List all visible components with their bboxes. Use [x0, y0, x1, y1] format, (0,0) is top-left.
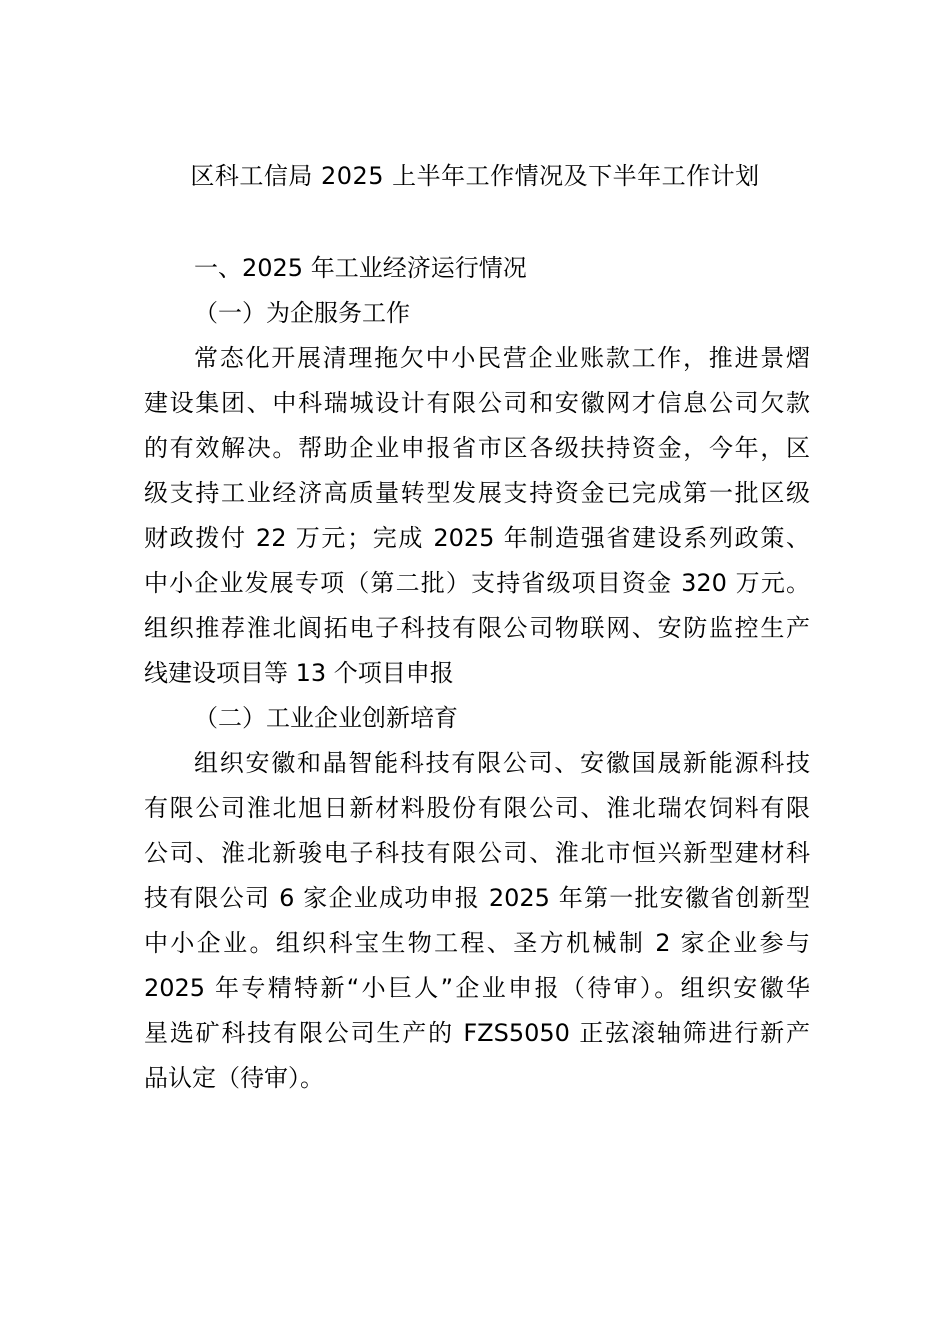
paragraph-line: 公司、淮北新骏电子科技有限公司、淮北市恒兴新型建材科: [144, 839, 810, 867]
subsection-heading-innovation: （二）工业企业创新培育: [194, 704, 458, 732]
section-heading: 一、2025 年工业经济运行情况: [194, 254, 527, 282]
paragraph-line: 线建设项目等 13 个项目申报: [144, 659, 454, 687]
paragraph-line: 品认定（待审）。: [144, 1064, 324, 1092]
document-title: 区科工信局 2025 上半年工作情况及下半年工作计划: [190, 162, 760, 190]
subsection-heading-service: （一）为企服务工作: [194, 299, 410, 327]
paragraph-enterprise-service: [144, 336, 810, 696]
paragraph-line: 有限公司淮北旭日新材料股份有限公司、淮北瑞农饲料有限: [144, 794, 810, 822]
document-body: [144, 246, 810, 1101]
paragraph-line: 组织安徽和晶智能科技有限公司、安徽国晟新能源科技: [194, 749, 810, 777]
paragraph-line: 中小企业。组织科宝生物工程、圣方机械制 2 家企业参与: [144, 929, 810, 957]
paragraph-line: 财政拨付 22 万元；完成 2025 年制造强省建设系列政策、: [144, 524, 810, 552]
paragraph-line: 星选矿科技有限公司生产的 FZS5050 正弦滚轴筛进行新产: [144, 1019, 810, 1047]
paragraph-line: 建设集团、中科瑞城设计有限公司和安徽网才信息公司欠款: [144, 389, 810, 417]
paragraph-line: 的有效解决。帮助企业申报省市区各级扶持资金，今年，区: [144, 434, 810, 462]
paragraph-line: 2025 年专精特新“小巨人”企业申报（待审）。组织安徽华: [144, 974, 810, 1002]
paragraph-line: 组织推荐淮北阆拓电子科技有限公司物联网、安防监控生产: [144, 614, 810, 642]
paragraph-line: 中小企业发展专项（第二批）支持省级项目资金 320 万元。: [144, 569, 810, 597]
paragraph-line: 级支持工业经济高质量转型发展支持资金已完成第一批区级: [144, 479, 810, 507]
paragraph-line: 常态化开展清理拖欠中小民营企业账款工作，推进景熠: [194, 344, 810, 372]
paragraph-innovation: [144, 741, 810, 1101]
paragraph-line: 技有限公司 6 家企业成功申报 2025 年第一批安徽省创新型: [144, 884, 810, 912]
